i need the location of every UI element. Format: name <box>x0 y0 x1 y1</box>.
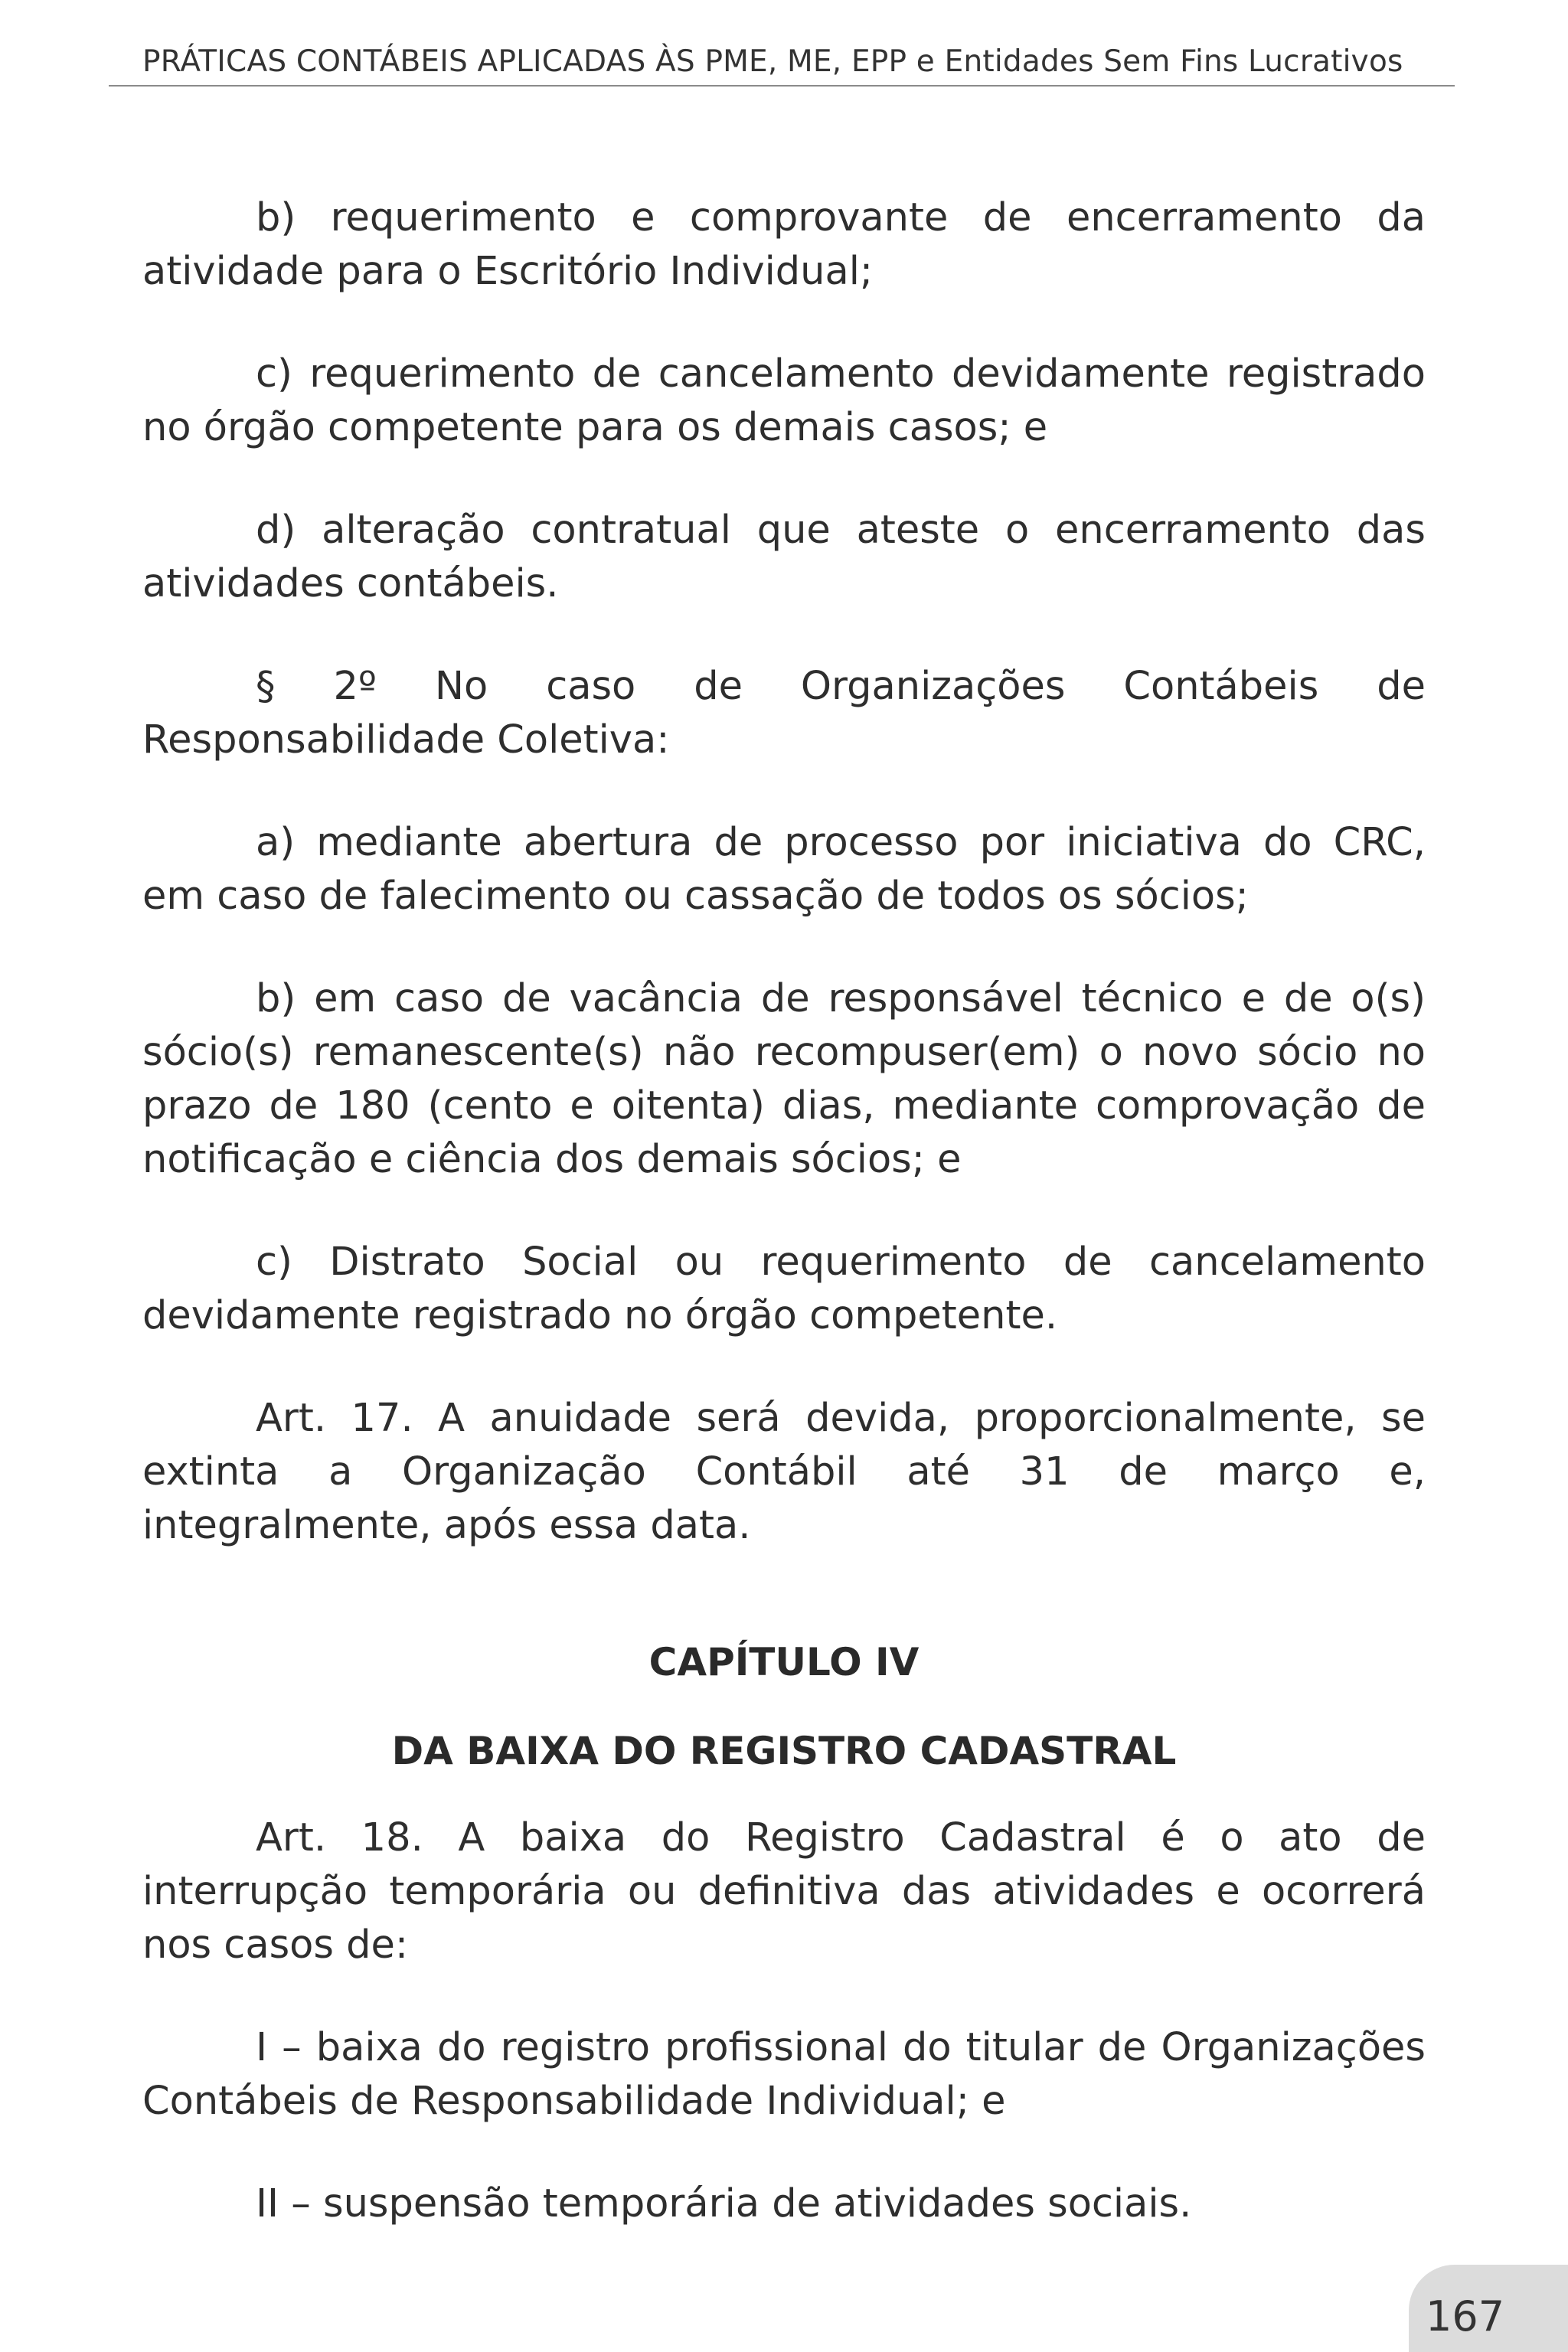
paragraph-item-b-vacancia: b) em caso de vacância de responsável técnico e de o(s) sócio(s) remanescente(s) não recompuser(em) o novo sócio no prazo de 180 (cento e oitenta) dias, mediante comprovação de notificação e ciência dos demais sócios; e <box>142 976 1426 1182</box>
page-number: 167 <box>1426 2292 1505 2341</box>
paragraph-item-c-cancelamento: c) requerimento de cancelamento devidamente registrado no órgão competente para os demais casos; e <box>142 351 1426 450</box>
paragraph-item-ii: II – suspensão temporária de atividades sociais. <box>256 2181 1192 2226</box>
paragraph-item-c-distrato: c) Distrato Social ou requerimento de cancelamento devidamente registrado no órgão competente. <box>142 1240 1426 1338</box>
paragraph-art-18: Art. 18. A baixa do Registro Cadastral é o ato de interrupção temporária ou definitiva das atividades e ocorrerá nos casos de: <box>142 1815 1426 1968</box>
chapter-subtitle: DA BAIXA DO REGISTRO CADASTRAL <box>391 1729 1177 1773</box>
paragraph-section-2: § 2º No caso de Organizações Contábeis de Responsabilidade Coletiva: <box>142 664 1426 763</box>
header-divider <box>109 85 1455 87</box>
chapter-title: CAPÍTULO IV <box>648 1640 920 1684</box>
paragraph-item-d-alteracao: d) alteração contratual que ateste o encerramento das atividades contábeis. <box>142 508 1426 606</box>
paragraph-art-17: Art. 17. A anuidade será devida, proporcionalmente, se extinta a Organização Contábil até 31 de março e, integralmente, após essa data. <box>142 1396 1426 1548</box>
running-header: PRÁTICAS CONTÁBEIS APLICADAS ÀS PME, ME, EPP e Entidades Sem Fins Lucrativos <box>142 44 1403 79</box>
paragraph-item-b-individual: b) requerimento e comprovante de encerramento da atividade para o Escritório Individual; <box>142 195 1426 294</box>
paragraph-item-a-processo: a) mediante abertura de processo por iniciativa do CRC, em caso de falecimento ou cassação de todos os sócios; <box>142 820 1426 919</box>
paragraph-item-i: I – baixa do registro profissional do titular de Organizações Contábeis de Responsabilidade Individual; e <box>142 2025 1426 2124</box>
body-text <box>142 191 1426 2280</box>
